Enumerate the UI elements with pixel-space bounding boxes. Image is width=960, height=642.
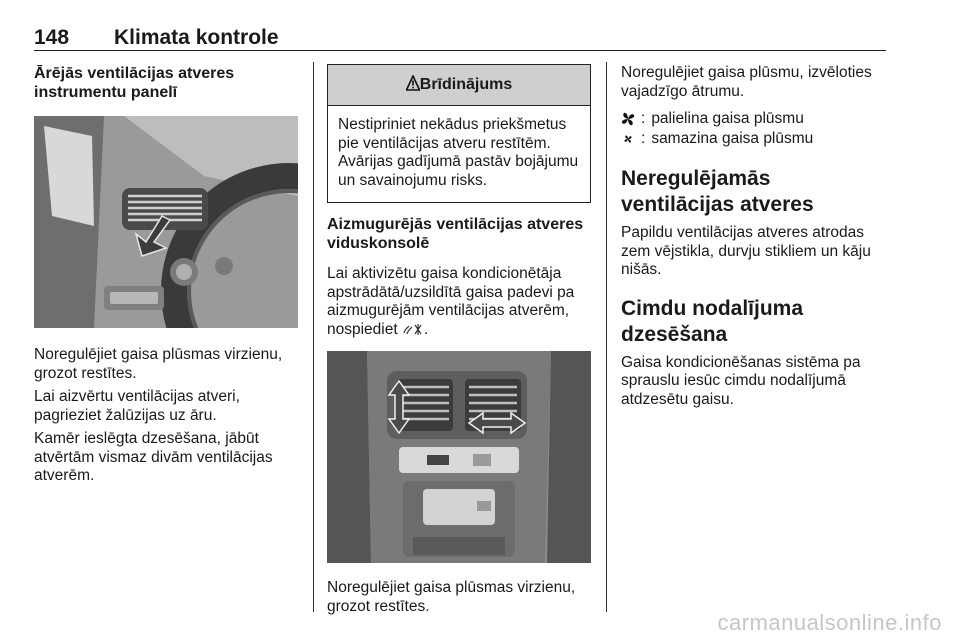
section-heading-fixed-vents: Neregulējamās ventilācijas atveres — [621, 167, 814, 216]
column-divider-1 — [313, 62, 314, 612]
fan-large-icon — [621, 112, 635, 126]
paragraph: Kamēr ieslēgta dzesēšana, jābūt atvērtām vismaz divām ventilācijas atverēm. — [34, 430, 273, 484]
paragraph: Noregulējiet gaisa plūsmu, izvēloties vajadzīgo ātrumu. — [621, 64, 872, 100]
paragraph: Noregulējiet gaisa plūsmas virzienu, grozot restītes. — [34, 346, 283, 382]
list-item — [621, 129, 886, 148]
list-item-text: samazina gaisa plūsmu — [651, 130, 814, 147]
dashboard-vent-illustration — [34, 116, 298, 328]
warning-box — [327, 64, 591, 203]
paragraph-end: . — [423, 320, 429, 338]
paragraph — [327, 265, 593, 339]
colon: : — [641, 110, 646, 127]
section-heading-glovebox-cooling: Cimdu nodalījuma dzesēšana — [621, 296, 804, 346]
page-number: 148 — [34, 26, 70, 49]
paragraph: Noregulējiet gaisa plūsmas virzienu, grozot restītes. — [327, 579, 576, 615]
section-heading-dashboard-vents: Ārējās ventilācijas atveres instrumentu panelī — [34, 65, 235, 101]
watermark: carmanualsonline.info — [717, 610, 942, 635]
ac-rear-icon — [402, 323, 424, 336]
column-3 — [621, 64, 886, 409]
warning-header — [328, 65, 590, 106]
list-item — [621, 109, 886, 128]
rear-console-vent-illustration — [327, 351, 591, 563]
column-1 — [34, 64, 300, 486]
paragraph: Lai aizvērtu ventilācijas atveri, pagrieziet žalūzijas uz āru. — [34, 388, 240, 424]
colon: : — [641, 130, 646, 147]
column-2 — [327, 64, 593, 616]
warning-title: Brīdinājums — [419, 76, 513, 93]
fan-small-icon — [621, 132, 635, 146]
paragraph: Papildu ventilācijas atveres atrodas zem vējstikla, durvju stikliem un kāju nišās. — [621, 224, 871, 278]
warning-icon — [406, 75, 420, 91]
page-title: Klimata kontrole — [114, 26, 279, 49]
section-heading-rear-vents: Aizmugurējās ventilācijas atveres viduskonsolē — [327, 216, 584, 252]
warning-text: Nestipriniet nekādus priekšmetus pie ventilācijas atveru restītēm. Avārijas gadījumā pastāv bojājumu un savainojumu risks. — [338, 116, 579, 189]
column-divider-2 — [606, 62, 607, 612]
paragraph-text: Lai aktivizētu gaisa kondicionētāja apstrādātā/uzsildītā gaisa padevi pa aizmugurējām ventilācijas atverēm, nospiediet — [327, 265, 575, 338]
header-rule — [34, 50, 886, 51]
paragraph: Gaisa kondicionēšanas sistēma pa sprauslu iesūc cimdu nodalījumā atdzesētu gaisu. — [621, 353, 861, 408]
list-item-text: palielina gaisa plūsmu — [651, 110, 804, 127]
